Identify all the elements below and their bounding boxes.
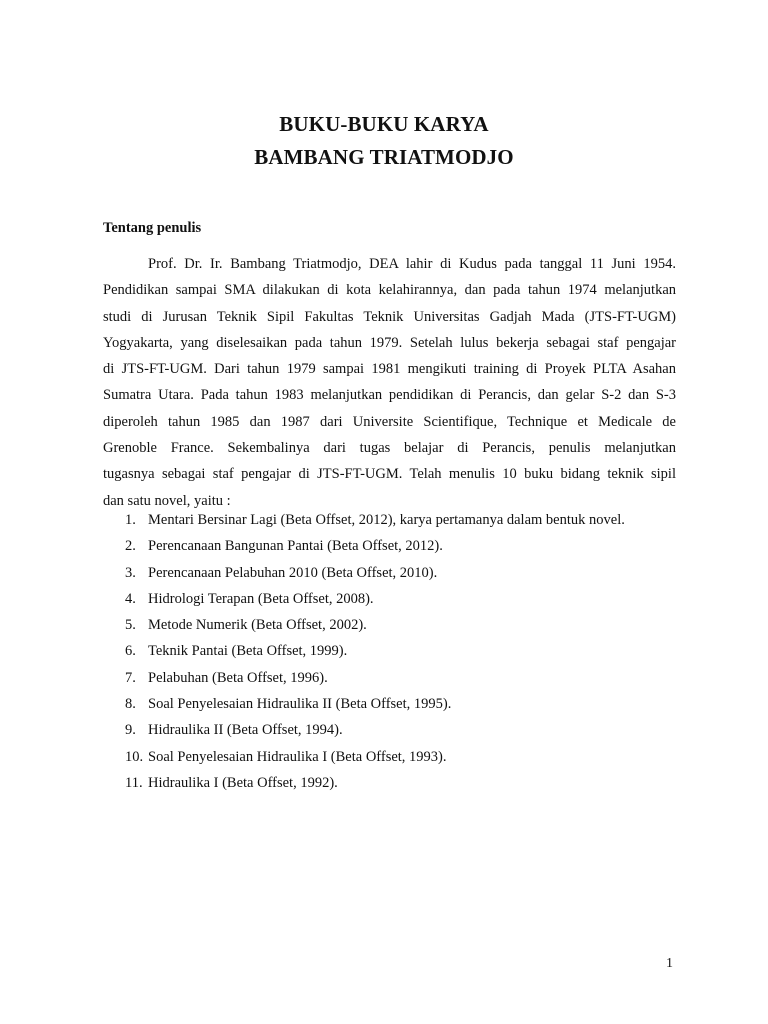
paragraph-line: dan satu novel, yaitu : xyxy=(103,492,231,509)
list-item xyxy=(125,612,625,638)
paragraph-line: Pendidikan sampai SMA dilakukan di kota kelahirannya, dan pada tahun 1974 melanjutkan xyxy=(103,282,676,299)
paragraph-line: studi di Jurusan Teknik Sipil Fakultas Teknik Universitas Gadjah Mada (JTS-FT-UGM) xyxy=(103,308,676,325)
list-item xyxy=(125,691,625,717)
list-item-number: 11. xyxy=(125,774,143,791)
list-item-number: 7. xyxy=(125,669,136,686)
list-item-text: Hidraulika I (Beta Offset, 1992). xyxy=(148,774,338,791)
list-item xyxy=(125,533,625,559)
list-item-number: 1. xyxy=(125,512,136,528)
list-item-text: Metode Numerik (Beta Offset, 2002). xyxy=(148,617,367,634)
list-item-number: 5. xyxy=(125,617,136,634)
list-item-text: Hidraulika II (Beta Offset, 1994). xyxy=(148,722,343,739)
book-list xyxy=(125,507,625,796)
list-item-text: Perencanaan Pelabuhan 2010 (Beta Offset, 2010). xyxy=(148,564,438,581)
list-item-number: 10. xyxy=(125,748,144,765)
list-item-text: Soal Penyelesaian Hidraulika II (Beta Offset, 1995). xyxy=(148,696,452,713)
document-title-line-1: BUKU-BUKU KARYA xyxy=(279,112,489,136)
paragraph-line: Yogyakarta, yang diselesaikan pada tahun 1979. Setelah lulus bekerja sebagai staf pengajar xyxy=(103,334,676,351)
list-item xyxy=(125,638,625,664)
paragraph-line: diperoleh tahun 1985 dan 1987 dari Universite Scientifique, Technique et Medicale de xyxy=(103,413,676,430)
list-item xyxy=(125,665,625,691)
paragraph-line: Sumatra Utara. Pada tahun 1983 melanjutkan pendidikan di Perancis, dan gelar S-2 dan S-3 xyxy=(103,387,676,404)
list-item xyxy=(125,744,625,770)
list-item-number: 4. xyxy=(125,590,136,607)
paragraph-line: di JTS-FT-UGM. Dari tahun 1979 sampai 1981 mengikuti training di Proyek PLTA Asahan xyxy=(103,361,676,378)
paragraph-line: Grenoble France. Sekembalinya dari tugas belajar di Perancis, penulis melanjutkan xyxy=(103,440,676,457)
list-item-number: 8. xyxy=(125,696,136,713)
list-item-text: Hidrologi Terapan (Beta Offset, 2008). xyxy=(148,590,374,607)
list-item xyxy=(125,717,625,743)
list-item-number: 3. xyxy=(125,564,136,581)
document-title-line-2: BAMBANG TRIATMODJO xyxy=(254,145,514,169)
list-item-text: Perencanaan Bangunan Pantai (Beta Offset, 2012). xyxy=(148,538,443,555)
list-item-number: 2. xyxy=(125,538,136,555)
list-item xyxy=(125,586,625,612)
list-item xyxy=(125,507,625,533)
paragraph-line: Prof. Dr. Ir. Bambang Triatmodjo, DEA lahir di Kudus pada tanggal 11 Juni 1954. xyxy=(148,256,676,272)
list-item-text: Pelabuhan (Beta Offset, 1996). xyxy=(148,669,328,686)
list-item-number: 6. xyxy=(125,643,136,660)
list-item xyxy=(125,770,625,796)
paragraph-line: tugasnya sebagai staf pengajar di JTS-FT-UGM. Telah menulis 10 buku bidang teknik sipil xyxy=(103,466,676,483)
page-number: 1 xyxy=(666,956,673,971)
list-item-number: 9. xyxy=(125,722,136,739)
author-paragraph xyxy=(103,251,676,514)
list-item-text: Teknik Pantai (Beta Offset, 1999). xyxy=(148,643,348,660)
section-heading: Tentang penulis xyxy=(103,220,202,236)
list-item xyxy=(125,560,625,586)
list-item-text: Soal Penyelesaian Hidraulika I (Beta Offset, 1993). xyxy=(148,748,447,765)
list-item-text: Mentari Bersinar Lagi (Beta Offset, 2012), karya pertamanya dalam bentuk novel. xyxy=(148,512,625,528)
